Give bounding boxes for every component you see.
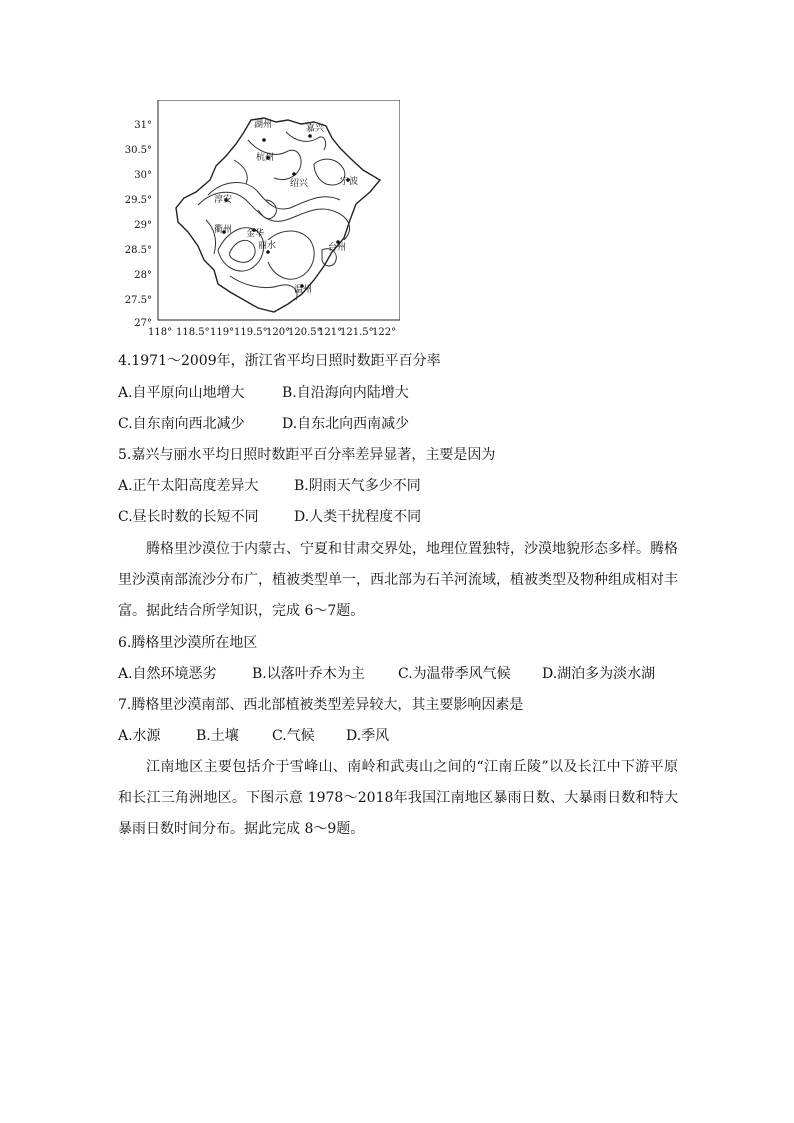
question-6-option-b[interactable]: B.以落叶乔木为主 (252, 666, 365, 682)
passage-tengger-desert: 腾格里沙漠位于内蒙古、宁夏和甘肃交界处，地理位置独特，沙漠地貌形态多样。腾格里沙漠南部流沙分布广，植被类型单一，西北部为石羊河流域，植被类型及物种组成相对丰富。据此结合所学知识，完成 6～7题。 (118, 541, 678, 619)
lat-tick-30: 30° (134, 170, 152, 181)
city-label-taizhou: 台州 (328, 243, 347, 253)
lat-tick-31: 31° (134, 120, 152, 131)
lon-tick-118-5: 118.5° (176, 327, 210, 338)
lon-tick-119: 119° (210, 327, 235, 338)
lon-tick-121-5: 121.5° (340, 327, 374, 338)
city-label-chunan: 淳安 (214, 195, 233, 205)
lon-tick-118: 118° (148, 327, 173, 338)
question-5-option-d[interactable]: D.人类干扰程度不同 (294, 509, 422, 525)
question-5-option-c[interactable]: C.昼长时数的长短不同 (118, 509, 259, 525)
lat-tick-27: 27° (134, 318, 152, 329)
question-4-stem: 4.1971～2009年，浙江省平均日照时数距平百分率 (118, 353, 441, 369)
city-label-quzhou: 衢州 (214, 225, 233, 235)
question-7-option-b[interactable]: B.土壤 (196, 728, 239, 744)
city-points (222, 134, 350, 288)
question-7-option-c[interactable]: C.气候 (272, 728, 315, 744)
lat-tick-28-5: 28.5° (124, 245, 152, 256)
city-label-wenzhou: 温州 (294, 285, 313, 295)
question-4-option-d[interactable]: D.自东北向西南减少 (282, 416, 410, 432)
province-outline (176, 118, 380, 312)
zhejiang-sunshine-map (118, 100, 400, 342)
lon-tick-119-5: 119.5° (234, 327, 268, 338)
question-4-option-b[interactable]: B.自沿海向内陆增大 (282, 385, 409, 401)
city-label-lishui: 丽水 (258, 241, 277, 251)
passage-jiangnan-rainstorm: 江南地区主要包括介于雪峰山、南岭和武夷山之间的“江南丘陵”以及长江中下游平原和长江三角洲地区。下图示意 1978～2018年我国江南地区暴雨日数、大暴雨日数和特大暴雨日数时间分布。据此完成 8～9题。 (118, 759, 678, 837)
question-6-stem: 6.腾格里沙漠所在地区 (118, 635, 258, 651)
lat-tick-27-5: 27.5° (124, 295, 152, 306)
question-7-option-d[interactable]: D.季风 (346, 728, 390, 744)
city-label-jiaxing: 嘉兴 (306, 124, 325, 134)
city-label-shaoxing: 绍兴 (290, 179, 309, 189)
question-5-option-b[interactable]: B.阴雨天气多少不同 (294, 478, 421, 494)
lat-tick-30-5: 30.5° (124, 145, 152, 156)
city-label-ningbo: 宁波 (340, 177, 359, 187)
city-label-huzhou: 湖州 (254, 120, 273, 130)
question-7-stem: 7.腾格里沙漠南部、西北部植被类型差异较大，其主要影响因素是 (118, 697, 524, 713)
question-6-option-a[interactable]: A.自然环境恶劣 (118, 666, 217, 682)
question-5-stem: 5.嘉兴与丽水平均日照时数距平百分率差异显著，主要是因为 (118, 447, 496, 463)
lat-tick-28: 28° (134, 270, 152, 281)
question-4-option-a[interactable]: A.自平原向山地增大 (118, 385, 245, 401)
question-7-option-a[interactable]: A.水源 (118, 728, 161, 744)
city-label-hangzhou: 杭州 (256, 153, 275, 163)
map-frame (158, 100, 400, 320)
map-svg (118, 100, 400, 342)
question-4-option-c[interactable]: C.自东南向西北减少 (118, 416, 245, 432)
question-6-option-d[interactable]: D.湖泊多为淡水湖 (542, 666, 656, 682)
lon-tick-120: 120° (266, 327, 291, 338)
city-label-jinhua: 金华 (246, 229, 265, 239)
lat-tick-29-5: 29.5° (124, 195, 152, 206)
lon-tick-120-5: 120.5° (288, 327, 322, 338)
lat-tick-29: 29° (134, 220, 152, 231)
question-5-option-a[interactable]: A.正午太阳高度差异大 (118, 478, 259, 494)
lon-tick-121: 121° (318, 327, 343, 338)
lon-tick-122: 122° (372, 327, 397, 338)
question-6-option-c[interactable]: C.为温带季风气候 (398, 666, 511, 682)
